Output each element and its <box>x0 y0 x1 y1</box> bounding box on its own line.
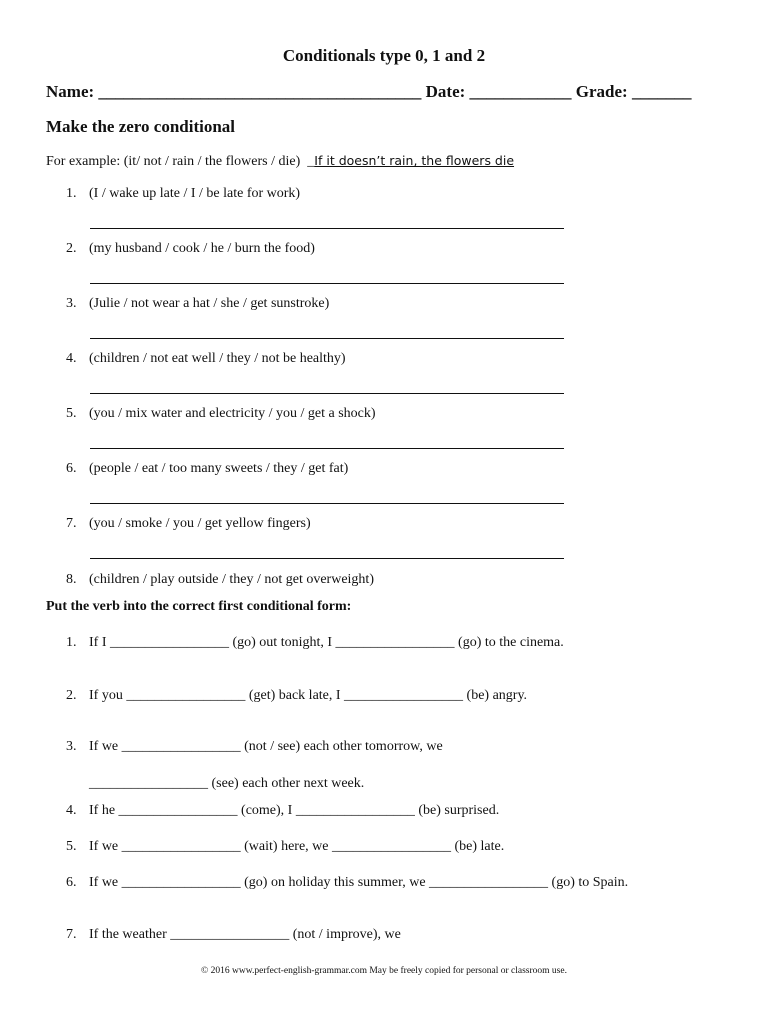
item-number: 4. <box>66 351 77 366</box>
item-number: 5. <box>66 406 77 421</box>
item-number: 6. <box>66 461 77 476</box>
item-sentence: If we _________________ (wait) here, we _________________ (be) late. <box>89 839 505 854</box>
answer-line[interactable] <box>90 503 564 504</box>
item-number: 8. <box>66 572 77 587</box>
item-number: 7. <box>66 516 77 531</box>
item-number: 7. <box>66 927 77 942</box>
student-info-line: Name: ______________________________________ Date: ____________ Grade: _______ <box>46 82 692 101</box>
answer-line[interactable] <box>90 228 564 229</box>
item-prompt: (I / wake up late / I / be late for work) <box>89 186 301 201</box>
item-sentence: If I _________________ (go) out tonight, I _________________ (go) to the cinema. <box>89 635 564 650</box>
item-prompt: (my husband / cook / he / burn the food) <box>89 241 315 256</box>
item-number: 2. <box>66 688 77 703</box>
page-title: Conditionals type 0, 1 and 2 <box>282 46 486 65</box>
answer-line[interactable] <box>90 448 564 449</box>
copyright-footer: © 2016 www.perfect-english-grammar.com May be freely copied for personal or classroom use. <box>201 966 567 976</box>
item-sentence: If you _________________ (get) back late, I _________________ (be) angry. <box>89 688 528 703</box>
item-sentence: If we _________________ (not / see) each other tomorrow, we <box>89 739 443 754</box>
answer-line[interactable] <box>90 283 564 284</box>
item-number: 1. <box>66 186 77 201</box>
item-number: 6. <box>66 875 77 890</box>
item-number: 5. <box>66 839 77 854</box>
item-prompt: (you / mix water and electricity / you / get a shock) <box>89 406 376 421</box>
item-sentence-continued: _________________ (see) each other next week. <box>89 776 365 791</box>
section-heading-zero-conditional: Make the zero conditional <box>46 117 236 136</box>
item-sentence: If the weather _________________ (not / improve), we <box>89 927 401 942</box>
item-sentence: If we _________________ (go) on holiday this summer, we _________________ (go) to Spain. <box>89 875 629 890</box>
example-line <box>46 153 514 170</box>
item-number: 2. <box>66 241 77 256</box>
example-answer: If it doesn’t rain, the flowers die <box>314 153 515 168</box>
item-prompt: (children / not eat well / they / not be healthy) <box>89 351 346 366</box>
example-prompt: For example: (it/ not / rain / the flowers / die) _ <box>46 154 315 169</box>
item-prompt: (Julie / not wear a hat / she / get sunstroke) <box>89 296 330 311</box>
item-number: 3. <box>66 296 77 311</box>
section-heading-first-conditional: Put the verb into the correct first conditional form: <box>46 599 352 614</box>
item-sentence: If he _________________ (come), I _________________ (be) surprised. <box>89 803 500 818</box>
item-number: 4. <box>66 803 77 818</box>
item-prompt: (children / play outside / they / not get overweight) <box>89 572 374 587</box>
item-prompt: (you / smoke / you / get yellow fingers) <box>89 516 311 531</box>
answer-line[interactable] <box>90 338 564 339</box>
answer-line[interactable] <box>90 558 564 559</box>
item-number: 3. <box>66 739 77 754</box>
answer-line[interactable] <box>90 393 564 394</box>
item-prompt: (people / eat / too many sweets / they / get fat) <box>89 461 349 476</box>
item-number: 1. <box>66 635 77 650</box>
